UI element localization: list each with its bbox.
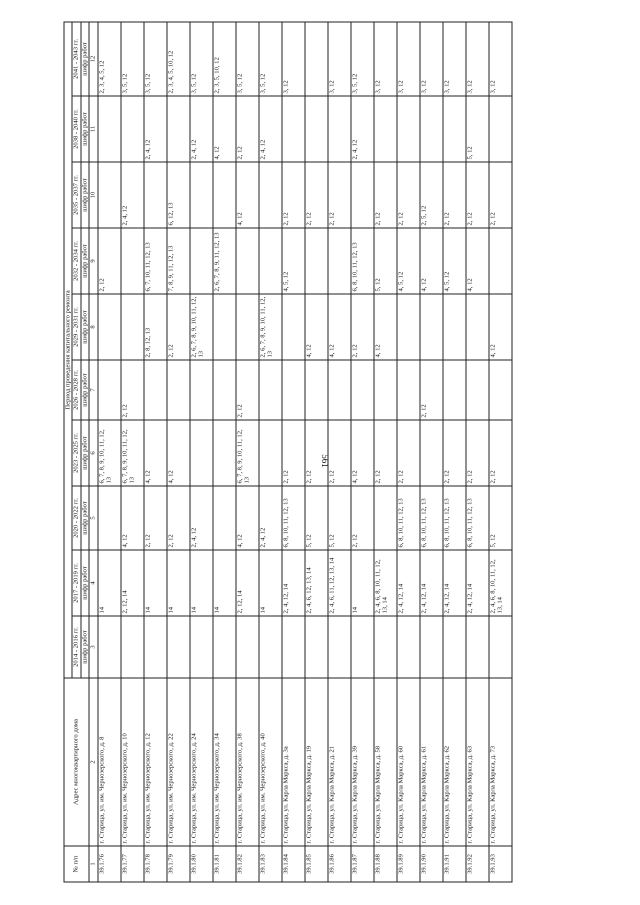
row-address: г. Старица, ул. им. Чернозерского, д. 10 — [121, 678, 144, 846]
table-row — [98, 22, 121, 882]
table-row — [397, 22, 420, 882]
table-row — [259, 22, 282, 882]
header-work-code: шифр работ — [81, 162, 89, 228]
work-code-cell — [190, 616, 213, 678]
work-code-cell — [328, 616, 351, 678]
work-code-cell: 2, 12 — [328, 420, 351, 486]
repair-schedule-table — [64, 21, 513, 882]
work-code-cell: 3, 5, 12 — [190, 22, 213, 96]
row-number: 39.1.91 — [443, 846, 466, 882]
work-code-cell: 2, 5, 12 — [420, 162, 443, 228]
row-number: 39.1.77 — [121, 846, 144, 882]
row-number: 39.1.85 — [305, 846, 328, 882]
row-number: 39.1.89 — [397, 846, 420, 882]
work-code-cell: 2, 3, 4, 5, 12 — [98, 22, 121, 96]
work-code-cell: 2, 4, 6, 11, 12, 13, 14 — [328, 550, 351, 616]
work-code-cell: 2, 4, 6, 12, 13, 14 — [305, 550, 328, 616]
row-number: 39.1.83 — [259, 846, 282, 882]
page-number: 561 — [320, 454, 330, 468]
work-code-cell — [98, 294, 121, 360]
row-address: г. Старица, ул. Карла Маркса, д. 62 — [443, 678, 466, 846]
work-code-cell: 2, 12 — [466, 162, 489, 228]
work-code-cell — [167, 96, 190, 162]
row-number: 39.1.92 — [466, 846, 489, 882]
work-code-cell — [328, 360, 351, 420]
row-address: г. Старица, ул. им. Чернозерского, д. 24 — [190, 678, 213, 846]
table-row — [144, 22, 167, 882]
work-code-cell — [98, 96, 121, 162]
work-code-cell: 2, 4, 12 — [121, 162, 144, 228]
work-code-cell: 2, 4, 12 — [259, 96, 282, 162]
work-code-cell: 6, 8, 10, 11, 12, 13 — [420, 486, 443, 550]
header-column-number: 4 — [89, 550, 97, 616]
work-code-cell: 2, 12 — [351, 486, 374, 550]
header-column-number: 8 — [89, 294, 97, 360]
work-code-cell: 4, 12 — [351, 420, 374, 486]
header-column-number: 7 — [89, 360, 97, 420]
work-code-cell — [236, 294, 259, 360]
header-period: 2035 - 2037 гг. — [72, 162, 80, 228]
work-code-cell: 3, 5, 12 — [144, 22, 167, 96]
work-code-cell — [259, 162, 282, 228]
row-address: г. Старица, ул. им. Чернозерского, д. 34 — [213, 678, 236, 846]
work-code-cell: 2, 12 — [167, 486, 190, 550]
work-code-cell: 6, 7, 8, 9, 10, 11, 12, 13 — [121, 420, 144, 486]
header-period: 2026 - 2028 гг. — [72, 360, 80, 420]
work-code-cell: 5, 12 — [374, 228, 397, 294]
work-code-cell — [259, 420, 282, 486]
work-code-cell — [489, 616, 512, 678]
work-code-cell — [236, 228, 259, 294]
header-period: 2041 - 2043 гг. — [72, 22, 80, 96]
work-code-cell — [351, 360, 374, 420]
header-work-code: шифр работ — [81, 228, 89, 294]
work-code-cell: 7, 8, 9, 11, 12, 13 — [167, 228, 190, 294]
header-period-title: Период проведения капитального ремонта — [64, 22, 72, 678]
work-code-cell: 4, 12 — [144, 420, 167, 486]
header-period: 2017 - 2019 гг. — [72, 550, 80, 616]
row-number: 39.1.78 — [144, 846, 167, 882]
work-code-cell — [213, 294, 236, 360]
row-address: г. Старица, ул. Карла Маркса, д. 73 — [489, 678, 512, 846]
work-code-cell: 4, 12 — [374, 294, 397, 360]
work-code-cell — [328, 96, 351, 162]
work-code-cell: 2, 12 — [98, 228, 121, 294]
work-code-cell — [236, 616, 259, 678]
work-code-cell: 2, 12 — [144, 486, 167, 550]
work-code-cell — [190, 360, 213, 420]
work-code-cell: 4, 5, 12 — [443, 228, 466, 294]
work-code-cell: 6, 12, 13 — [167, 162, 190, 228]
work-code-cell: 2, 3, 4, 5, 10, 12 — [167, 22, 190, 96]
work-code-cell — [121, 616, 144, 678]
work-code-cell: 2, 8, 12, 13 — [144, 294, 167, 360]
work-code-cell — [167, 360, 190, 420]
work-code-cell: 2, 4, 12, 14 — [420, 550, 443, 616]
work-code-cell: 4, 12 — [420, 228, 443, 294]
work-code-cell: 2, 12 — [121, 360, 144, 420]
work-code-cell: 3, 12 — [466, 22, 489, 96]
work-code-cell — [259, 616, 282, 678]
header-work-code: шифр работ — [81, 616, 89, 678]
work-code-cell — [282, 360, 305, 420]
work-code-cell: 2, 4, 6, 8, 10, 11, 12, 13, 14 — [489, 550, 512, 616]
work-code-cell: 4, 12 — [489, 294, 512, 360]
work-code-cell: 2, 4, 12, 14 — [282, 550, 305, 616]
work-code-cell — [190, 420, 213, 486]
work-code-cell — [351, 162, 374, 228]
header-column-number: 10 — [89, 162, 97, 228]
work-code-cell — [144, 162, 167, 228]
work-code-cell — [121, 228, 144, 294]
rotated-table-wrapper — [64, 23, 577, 883]
work-code-cell: 2, 12, 14 — [236, 550, 259, 616]
work-code-cell — [305, 360, 328, 420]
work-code-cell: 2, 12 — [374, 420, 397, 486]
table-row — [213, 22, 236, 882]
row-number: 39.1.88 — [374, 846, 397, 882]
work-code-cell — [305, 616, 328, 678]
row-number: 39.1.82 — [236, 846, 259, 882]
work-code-cell — [328, 228, 351, 294]
work-code-cell: 4, 12 — [121, 486, 144, 550]
work-code-cell: 6, 8, 10, 11, 12, 13 — [397, 486, 420, 550]
row-address: г. Старица, ул. Карла Маркса, д. 21 — [328, 678, 351, 846]
work-code-cell: 2, 12 — [236, 96, 259, 162]
work-code-cell: 2, 12 — [397, 420, 420, 486]
work-code-cell — [351, 616, 374, 678]
work-code-cell: 4, 12 — [213, 96, 236, 162]
work-code-cell — [489, 228, 512, 294]
header-column-number: 2 — [89, 678, 97, 846]
work-code-cell — [466, 294, 489, 360]
work-code-cell: 2, 12 — [351, 294, 374, 360]
work-code-cell — [213, 420, 236, 486]
work-code-cell — [98, 616, 121, 678]
header-period: 2038 - 2040 гг. — [72, 96, 80, 162]
header-column-number: 3 — [89, 616, 97, 678]
work-code-cell — [144, 360, 167, 420]
header-period: 2020 - 2022 гг. — [72, 486, 80, 550]
header-address: Адрес многоквартирного дома — [64, 678, 89, 846]
row-number: 39.1.90 — [420, 846, 443, 882]
work-code-cell — [121, 96, 144, 162]
work-code-cell: 2, 12 — [305, 420, 328, 486]
work-code-cell — [259, 228, 282, 294]
work-code-cell — [443, 96, 466, 162]
work-code-cell: 2, 4, 12 — [190, 96, 213, 162]
work-code-cell — [443, 360, 466, 420]
work-code-cell: 2, 12 — [489, 162, 512, 228]
header-column-number: 12 — [89, 22, 97, 96]
work-code-cell — [190, 228, 213, 294]
table-row — [121, 22, 144, 882]
row-address: г. Старица, ул. им. Чернозерского, д. 38 — [236, 678, 259, 846]
row-address: г. Старица, ул. Карла Маркса, д. 61 — [420, 678, 443, 846]
work-code-cell — [466, 616, 489, 678]
work-code-cell — [282, 96, 305, 162]
row-address: г. Старица, ул. Карла Маркса, д. 60 — [397, 678, 420, 846]
header-column-numbers-row — [89, 22, 97, 882]
header-column-number: 1 — [89, 846, 97, 882]
work-code-cell: 5, 12 — [328, 486, 351, 550]
work-code-cell — [282, 616, 305, 678]
row-number: 39.1.87 — [351, 846, 374, 882]
work-code-cell: 2, 4, 6, 8, 10, 11, 12, 13, 14 — [374, 550, 397, 616]
work-code-cell: 3, 12 — [374, 22, 397, 96]
work-code-cell: 2, 12 — [374, 162, 397, 228]
table-row — [443, 22, 466, 882]
work-code-cell: 2, 4, 12, 14 — [397, 550, 420, 616]
work-code-cell: 2, 12 — [443, 162, 466, 228]
work-code-cell: 2, 4, 12 — [144, 96, 167, 162]
work-code-cell: 6, 8, 10, 11, 12, 13 — [282, 486, 305, 550]
row-address: г. Старица, ул. Карла Маркса, д. 3а — [282, 678, 305, 846]
work-code-cell: 2, 12 — [236, 360, 259, 420]
work-code-cell: 4, 12 — [236, 486, 259, 550]
work-code-cell: 6, 7, 10, 11, 12, 13 — [144, 228, 167, 294]
table-row — [420, 22, 443, 882]
work-code-cell: 3, 5, 12 — [259, 22, 282, 96]
work-code-cell: 2, 12, 14 — [121, 550, 144, 616]
table-row — [328, 22, 351, 882]
work-code-cell: 3, 5, 12 — [351, 22, 374, 96]
work-code-cell: 2, 12 — [466, 420, 489, 486]
work-code-cell — [213, 162, 236, 228]
table-row — [466, 22, 489, 882]
header-no: № п/п — [64, 846, 89, 882]
work-code-cell: 2, 3, 5, 10, 12 — [213, 22, 236, 96]
header-work-code: шифр работ — [81, 360, 89, 420]
work-code-cell — [397, 96, 420, 162]
table-body — [98, 22, 512, 882]
work-code-cell: 5, 12 — [466, 96, 489, 162]
table-row — [190, 22, 213, 882]
row-address: г. Старица, ул. им. Чернозерского, д. 12 — [144, 678, 167, 846]
work-code-cell: 14 — [144, 550, 167, 616]
header-work-code: шифр работ — [81, 486, 89, 550]
work-code-cell — [305, 22, 328, 96]
work-code-cell: 2, 12 — [420, 360, 443, 420]
work-code-cell: 14 — [351, 550, 374, 616]
row-address: г. Старица, ул. им. Чернозерского, д. 22 — [167, 678, 190, 846]
work-code-cell: 3, 12 — [397, 22, 420, 96]
work-code-cell: 2, 4, 12 — [190, 486, 213, 550]
work-code-cell: 2, 4, 12 — [351, 96, 374, 162]
work-code-cell: 4, 12 — [305, 294, 328, 360]
header-column-number: 5 — [89, 486, 97, 550]
header-work-code: шифр работ — [81, 96, 89, 162]
work-code-cell — [420, 294, 443, 360]
work-code-cell: 14 — [98, 550, 121, 616]
work-code-cell: 2, 6, 7, 8, 9, 11, 12, 13 — [213, 228, 236, 294]
work-code-cell — [305, 228, 328, 294]
row-address: г. Старица, ул. им. Чернозерского, д. 8 — [98, 678, 121, 846]
work-code-cell — [282, 294, 305, 360]
work-code-cell — [466, 360, 489, 420]
table-row — [374, 22, 397, 882]
work-code-cell: 3, 5, 12 — [236, 22, 259, 96]
work-code-cell: 3, 12 — [282, 22, 305, 96]
work-code-cell: 14 — [213, 550, 236, 616]
row-number: 39.1.86 — [328, 846, 351, 882]
work-code-cell: 14 — [259, 550, 282, 616]
work-code-cell: 3, 12 — [328, 22, 351, 96]
work-code-cell — [121, 294, 144, 360]
row-address: г. Старица, ул. им. Чернозерского, д. 40 — [259, 678, 282, 846]
header-period: 2029 - 2031 гг. — [72, 294, 80, 360]
work-code-cell — [397, 294, 420, 360]
row-address: г. Старица, ул. Карла Маркса, д. 58 — [374, 678, 397, 846]
work-code-cell — [420, 616, 443, 678]
row-address: г. Старица, ул. Карла Маркса, д. 63 — [466, 678, 489, 846]
row-number: 39.1.81 — [213, 846, 236, 882]
table-row — [489, 22, 512, 882]
row-number: 39.1.93 — [489, 846, 512, 882]
work-code-cell: 2, 4, 12, 14 — [443, 550, 466, 616]
work-code-cell: 5, 12 — [305, 486, 328, 550]
work-code-cell — [305, 96, 328, 162]
work-code-cell: 2, 12 — [489, 420, 512, 486]
work-code-cell — [213, 360, 236, 420]
row-number: 39.1.76 — [98, 846, 121, 882]
header-period: 2032 - 2034 гг. — [72, 228, 80, 294]
row-address: г. Старица, ул. Карла Маркса, д. 39 — [351, 678, 374, 846]
row-number: 39.1.80 — [190, 846, 213, 882]
work-code-cell: 5, 12 — [489, 486, 512, 550]
work-code-cell: 2, 4, 12, 14 — [466, 550, 489, 616]
work-code-cell — [443, 616, 466, 678]
work-code-cell: 2, 12 — [328, 162, 351, 228]
work-code-cell — [397, 360, 420, 420]
work-code-cell: 6, 7, 8, 9, 10, 11, 12, 13 — [98, 420, 121, 486]
work-code-cell: 3, 12 — [420, 22, 443, 96]
header-work-code: шифр работ — [81, 294, 89, 360]
work-code-cell: 4, 12 — [167, 420, 190, 486]
work-code-cell — [374, 96, 397, 162]
work-code-cell — [98, 486, 121, 550]
work-code-cell: 4, 5, 12 — [282, 228, 305, 294]
work-code-cell: 6, 8, 10, 11, 12, 13 — [466, 486, 489, 550]
work-code-cell: 14 — [167, 550, 190, 616]
work-code-cell: 4, 12 — [328, 294, 351, 360]
work-code-cell — [213, 616, 236, 678]
work-code-cell — [374, 360, 397, 420]
header-column-number: 9 — [89, 228, 97, 294]
work-code-cell — [213, 486, 236, 550]
table-row — [236, 22, 259, 882]
work-code-cell: 4, 5, 12 — [397, 228, 420, 294]
work-code-cell: 4, 12 — [466, 228, 489, 294]
header-work-code: шифр работ — [81, 420, 89, 486]
work-code-cell — [443, 294, 466, 360]
header-period: 2023 - 2025 гг. — [72, 420, 80, 486]
work-code-cell — [489, 360, 512, 420]
work-code-cell — [167, 616, 190, 678]
table-row — [305, 22, 328, 882]
work-code-cell: 6, 8, 10, 11, 12, 13 — [351, 228, 374, 294]
work-code-cell: 2, 6, 7, 8, 9, 10, 11, 12, 13 — [259, 294, 282, 360]
work-code-cell: 2, 6, 7, 8, 9, 10, 11, 12, 13 — [190, 294, 213, 360]
header-work-code: шифр работ — [81, 550, 89, 616]
work-code-cell: 3, 12 — [443, 22, 466, 96]
header-period: 2014 - 2016 гг. — [72, 616, 80, 678]
work-code-cell — [259, 360, 282, 420]
work-code-cell: 2, 12 — [282, 162, 305, 228]
work-code-cell — [144, 616, 167, 678]
work-code-cell: 2, 12 — [305, 162, 328, 228]
work-code-cell: 2, 12 — [443, 420, 466, 486]
work-code-cell: 2, 12 — [397, 162, 420, 228]
work-code-cell: 4, 12 — [236, 162, 259, 228]
header-column-number: 6 — [89, 420, 97, 486]
work-code-cell — [420, 420, 443, 486]
work-code-cell: 2, 4, 12 — [259, 486, 282, 550]
work-code-cell — [374, 616, 397, 678]
work-code-cell — [420, 96, 443, 162]
work-code-cell — [397, 616, 420, 678]
table-row — [167, 22, 190, 882]
work-code-cell — [374, 486, 397, 550]
work-code-cell: 2, 12 — [167, 294, 190, 360]
work-code-cell: 6, 7, 8, 9, 10, 11, 12, 13 — [236, 420, 259, 486]
table-row — [282, 22, 305, 882]
row-number: 39.1.84 — [282, 846, 305, 882]
header-column-number: 11 — [89, 96, 97, 162]
row-number: 39.1.79 — [167, 846, 190, 882]
table-row — [351, 22, 374, 882]
work-code-cell — [489, 96, 512, 162]
work-code-cell: 2, 12 — [282, 420, 305, 486]
work-code-cell — [98, 360, 121, 420]
work-code-cell — [98, 162, 121, 228]
work-code-cell: 3, 5, 12 — [121, 22, 144, 96]
work-code-cell: 14 — [190, 550, 213, 616]
work-code-cell: 3, 12 — [489, 22, 512, 96]
row-address: г. Старица, ул. Карла Маркса, д. 19 — [305, 678, 328, 846]
header-work-code: шифр работ — [81, 22, 89, 96]
work-code-cell: 6, 8, 10, 11, 12, 13 — [443, 486, 466, 550]
work-code-cell — [190, 162, 213, 228]
